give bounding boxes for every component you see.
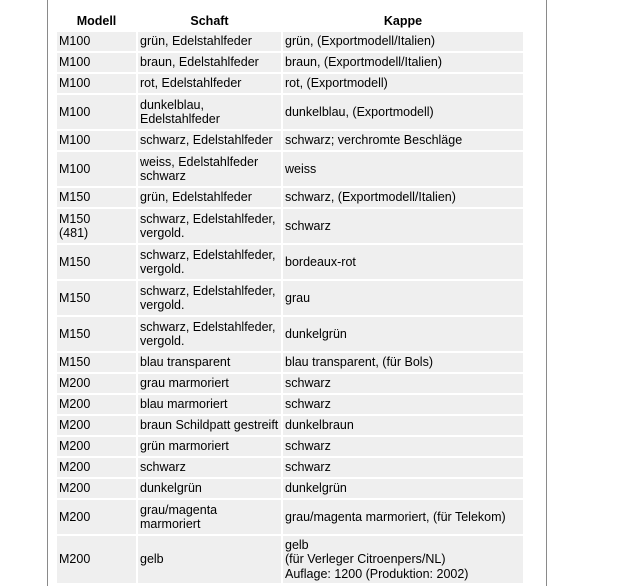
cell-kappe: schwarz	[283, 437, 523, 456]
cell-kappe: grau	[283, 281, 523, 315]
cell-kappe: weiss	[283, 152, 523, 186]
cell-schaft: schwarz, Edelstahlfeder, vergold.	[138, 209, 281, 243]
cell-schaft: rot, Edelstahlfeder	[138, 74, 281, 93]
cell-schaft: gelb	[138, 536, 281, 583]
cell-schaft: grün, Edelstahlfeder	[138, 188, 281, 207]
table-row	[57, 188, 523, 207]
cell-kappe: grün, (Exportmodell/Italien)	[283, 32, 523, 51]
cell-modell: M150	[57, 353, 136, 372]
table-row	[57, 317, 523, 351]
cell-schaft: schwarz, Edelstahlfeder, vergold.	[138, 281, 281, 315]
cell-kappe: dunkelbraun	[283, 416, 523, 435]
table-row	[57, 353, 523, 372]
cell-schaft: grün, Edelstahlfeder	[138, 32, 281, 51]
pen-models-table	[55, 9, 525, 585]
cell-kappe: dunkelblau, (Exportmodell)	[283, 95, 523, 129]
cell-schaft: blau marmoriert	[138, 395, 281, 414]
cell-schaft: schwarz, Edelstahlfeder	[138, 131, 281, 150]
cell-kappe: braun, (Exportmodell/Italien)	[283, 53, 523, 72]
cell-schaft: weiss, Edelstahlfeder schwarz	[138, 152, 281, 186]
cell-modell: M150 (481)	[57, 209, 136, 243]
cell-modell: M200	[57, 395, 136, 414]
table-row	[57, 95, 523, 129]
table-header-row	[57, 11, 523, 30]
cell-kappe: gelb (für Verleger Citroenpers/NL) Auflage: 1200 (Produktion: 2002)	[283, 536, 523, 583]
table-row	[57, 536, 523, 583]
cell-schaft: grün marmoriert	[138, 437, 281, 456]
cell-kappe: rot, (Exportmodell)	[283, 74, 523, 93]
table-row	[57, 374, 523, 393]
cell-schaft: grau/magenta marmoriert	[138, 500, 281, 534]
cell-modell: M200	[57, 479, 136, 498]
cell-modell: M200	[57, 500, 136, 534]
table-row	[57, 395, 523, 414]
cell-modell: M150	[57, 281, 136, 315]
header-schaft: Schaft	[138, 11, 281, 30]
left-frame-border	[47, 0, 48, 586]
table-row	[57, 479, 523, 498]
table-row	[57, 152, 523, 186]
cell-kappe: dunkelgrün	[283, 479, 523, 498]
cell-schaft: braun, Edelstahlfeder	[138, 53, 281, 72]
cell-modell: M100	[57, 131, 136, 150]
table-row	[57, 209, 523, 243]
cell-kappe: schwarz	[283, 458, 523, 477]
table-row	[57, 437, 523, 456]
cell-kappe: blau transparent, (für Bols)	[283, 353, 523, 372]
cell-modell: M200	[57, 374, 136, 393]
cell-schaft: schwarz	[138, 458, 281, 477]
cell-modell: M200	[57, 416, 136, 435]
cell-modell: M100	[57, 74, 136, 93]
cell-modell: M100	[57, 95, 136, 129]
cell-kappe: grau/magenta marmoriert, (für Telekom)	[283, 500, 523, 534]
header-kappe: Kappe	[283, 11, 523, 30]
table-row	[57, 416, 523, 435]
cell-modell: M150	[57, 188, 136, 207]
cell-schaft: braun Schildpatt gestreift	[138, 416, 281, 435]
cell-schaft: dunkelblau, Edelstahlfeder	[138, 95, 281, 129]
cell-kappe: dunkelgrün	[283, 317, 523, 351]
cell-modell: M100	[57, 152, 136, 186]
cell-modell: M150	[57, 317, 136, 351]
table-row	[57, 131, 523, 150]
cell-kappe: schwarz, (Exportmodell/Italien)	[283, 188, 523, 207]
table-row	[57, 500, 523, 534]
table-row	[57, 281, 523, 315]
right-frame-border	[546, 0, 547, 586]
cell-modell: M200	[57, 437, 136, 456]
cell-kappe: bordeaux-rot	[283, 245, 523, 279]
cell-kappe: schwarz; verchromte Beschläge	[283, 131, 523, 150]
cell-modell: M200	[57, 536, 136, 583]
cell-schaft: schwarz, Edelstahlfeder, vergold.	[138, 317, 281, 351]
cell-kappe: schwarz	[283, 374, 523, 393]
cell-modell: M150	[57, 245, 136, 279]
cell-schaft: grau marmoriert	[138, 374, 281, 393]
cell-modell: M100	[57, 32, 136, 51]
cell-modell: M100	[57, 53, 136, 72]
cell-modell: M200	[57, 458, 136, 477]
table-row	[57, 53, 523, 72]
table-row	[57, 245, 523, 279]
header-modell: Modell	[57, 11, 136, 30]
cell-schaft: dunkelgrün	[138, 479, 281, 498]
cell-kappe: schwarz	[283, 209, 523, 243]
cell-kappe: schwarz	[283, 395, 523, 414]
cell-schaft: blau transparent	[138, 353, 281, 372]
cell-schaft: schwarz, Edelstahlfeder, vergold.	[138, 245, 281, 279]
table-row	[57, 32, 523, 51]
table-row	[57, 74, 523, 93]
table-row	[57, 458, 523, 477]
